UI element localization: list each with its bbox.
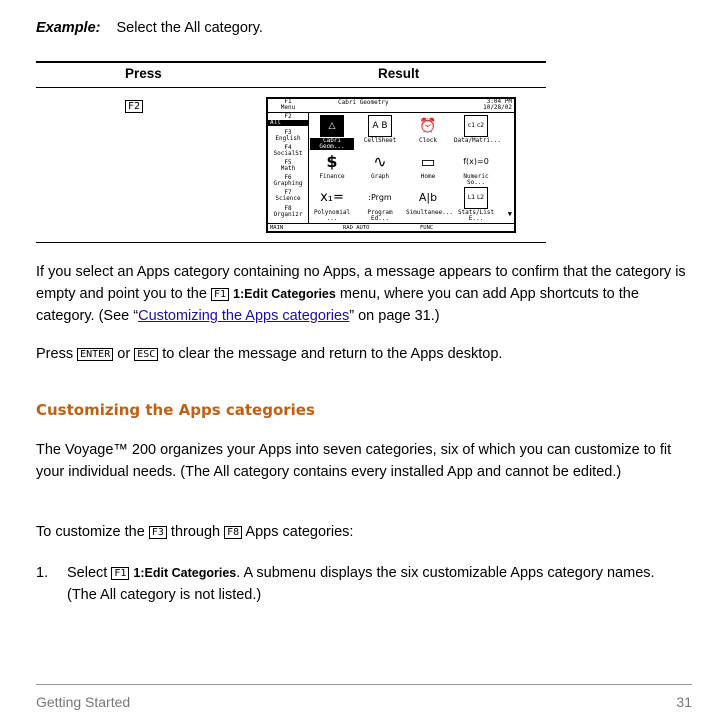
section-heading: Customizing the Apps categories [36,401,315,419]
f8-key: F8 [224,526,242,539]
calc-cat-key: F5 [284,159,292,166]
app-label: Program Ed... [367,209,393,222]
app-tile-simultaneous[interactable] [406,187,453,216]
polynomial-icon: x₁= [320,190,344,205]
app-tile-numeric[interactable] [454,151,498,186]
calc-cat-key: F8 [284,205,292,212]
app-label: Graph [370,173,390,180]
app-label: Finance [319,173,345,180]
enter-key: ENTER [77,348,113,361]
para1-text-1: If you select an Apps category containing no Apps, a message appears to confirm that the category is empty and point you to the [36,264,686,302]
calc-cat-f2 [268,114,308,126]
app-tile-program-editor[interactable] [358,187,402,222]
calc-time: 3:04 PM [486,98,512,105]
para4-text-2: through [170,524,221,540]
table-top-rule [36,61,546,63]
calc-status-bar [268,223,514,231]
calc-cat-label: Graphing [273,180,303,187]
page-number: 31 [676,694,692,710]
app-tile-cellsheet[interactable] [358,115,402,144]
stats-list-icon: L1 L2 [464,187,488,209]
app-label: Data/Matri... [454,137,501,144]
calc-cat-label: Science [275,195,301,202]
calc-cat-label: Math [280,165,296,172]
home-icon: ▭ [420,152,436,171]
edit-categories-menu: 1:Edit Categories [133,566,237,580]
calc-cat-f5 [268,160,308,172]
app-tile-finance[interactable] [310,151,354,180]
app-label: Simultanee... [406,209,453,216]
data-matrix-icon: c1 c2 [464,115,488,137]
calc-cat-f3 [268,130,308,142]
app-tile-home[interactable] [406,151,450,180]
calc-cat-f4 [268,145,308,157]
status-angle: RAD AUTO [343,225,370,231]
para1-text-3: ” on page 31.) [349,308,440,324]
calc-cat-key: F6 [284,174,292,181]
calc-f1-label: Menu [280,104,296,111]
calc-cat-key: F3 [284,129,292,136]
footer-title: Getting Started [36,694,131,710]
paragraph-empty-category [36,261,696,327]
calc-cat-f8 [268,206,308,218]
f3-key: F3 [149,526,167,539]
clock-icon: ⏰ [419,118,437,134]
paragraph-clear-message [36,343,696,365]
app-label: Polynomial ... [313,209,351,222]
step-number: 1. [36,565,49,581]
app-label: Numeric So... [463,173,489,186]
scroll-down-arrow-icon[interactable]: ▼ [507,210,512,218]
calc-cat-key: F4 [284,144,292,151]
step1-text-2: . A submenu displays the six customizable Apps category names. (The All category is not listed.) [67,565,655,603]
app-tile-datamatrix[interactable] [454,115,501,144]
para2-text-3: to clear the message and return to the Apps desktop. [162,346,503,362]
calc-cat-label: SocialSt [273,150,303,157]
calc-date: 10/28/02 [483,104,512,111]
app-label: Stats/List E... [457,209,495,222]
program-editor-icon: :Prgm [368,193,392,202]
f2-key: F2 [125,100,143,113]
calc-toolbar [268,99,514,113]
customizing-link[interactable]: Customizing the Apps categories [138,308,350,324]
f1-key: F1 [211,288,229,301]
calc-cat-key: F2 [284,113,292,120]
calc-category-bar [268,112,309,223]
para1-text-2: menu, where you can add App shortcuts to the category. (See “ [36,286,639,324]
status-graph: FUNC [420,225,434,231]
app-label: Clock [418,137,438,144]
f1-key: F1 [111,567,129,580]
app-tile-graph[interactable] [358,151,402,180]
para4-text-1: To customize the [36,524,145,540]
calc-cat-label: All [268,120,308,126]
calc-clock [483,99,512,111]
example-label: Example: [36,20,101,36]
paragraph-customize [36,521,696,543]
calc-f1-key: F1 [284,98,292,105]
col-press-header: Press [125,66,162,81]
app-label: Cabri Geom... [310,138,354,150]
app-tile-cabri[interactable] [310,115,354,150]
spreadsheet-icon: A B [368,115,392,137]
calculator-screen [266,97,516,233]
calc-title: Cabri Geometry [338,99,389,106]
edit-categories-menu: 1:Edit Categories [233,287,336,301]
calc-f1-menu [268,99,308,111]
esc-key: ESC [134,348,158,361]
table-header-rule [36,87,546,88]
calc-cat-label: Organizr [273,211,303,218]
table-bottom-rule [36,242,546,243]
calc-cat-f6 [268,175,308,187]
step1-text-1: Select [67,565,108,581]
status-mode: MAIN [270,225,284,231]
para4-text-3: Apps categories: [245,524,354,540]
graph-icon: ∿ [373,152,387,171]
calc-cat-key: F7 [284,189,292,196]
app-tile-clock[interactable] [406,115,450,144]
para2-text-1: Press [36,346,74,362]
para2-text-2: or [117,346,131,362]
paragraph-categories-intro: The Voyage™ 200 organizes your Apps into seven categories, six of which you can customize to fit your individual needs. (The All category contains every installed App and cannot be edited.) [36,442,672,480]
cabri-icon: △ [320,115,344,137]
calc-cat-f7 [268,190,308,202]
app-tile-polynomial[interactable] [310,187,354,222]
col-result-header: Result [378,66,420,81]
step-1 [67,562,687,606]
press-cell [125,97,143,115]
calc-cat-label: English [275,135,301,142]
footer-rule [36,684,692,685]
simultaneous-eq-icon: A|b [418,191,438,204]
app-label: Home [420,173,436,180]
dollar-icon: $ [326,152,338,171]
app-label: CellSheet [363,137,397,144]
numeric-solver-icon: f(x)=0 [463,157,489,166]
example-text: Select the All category. [116,20,263,36]
example-line [36,20,263,36]
app-tile-stats[interactable] [454,187,498,222]
